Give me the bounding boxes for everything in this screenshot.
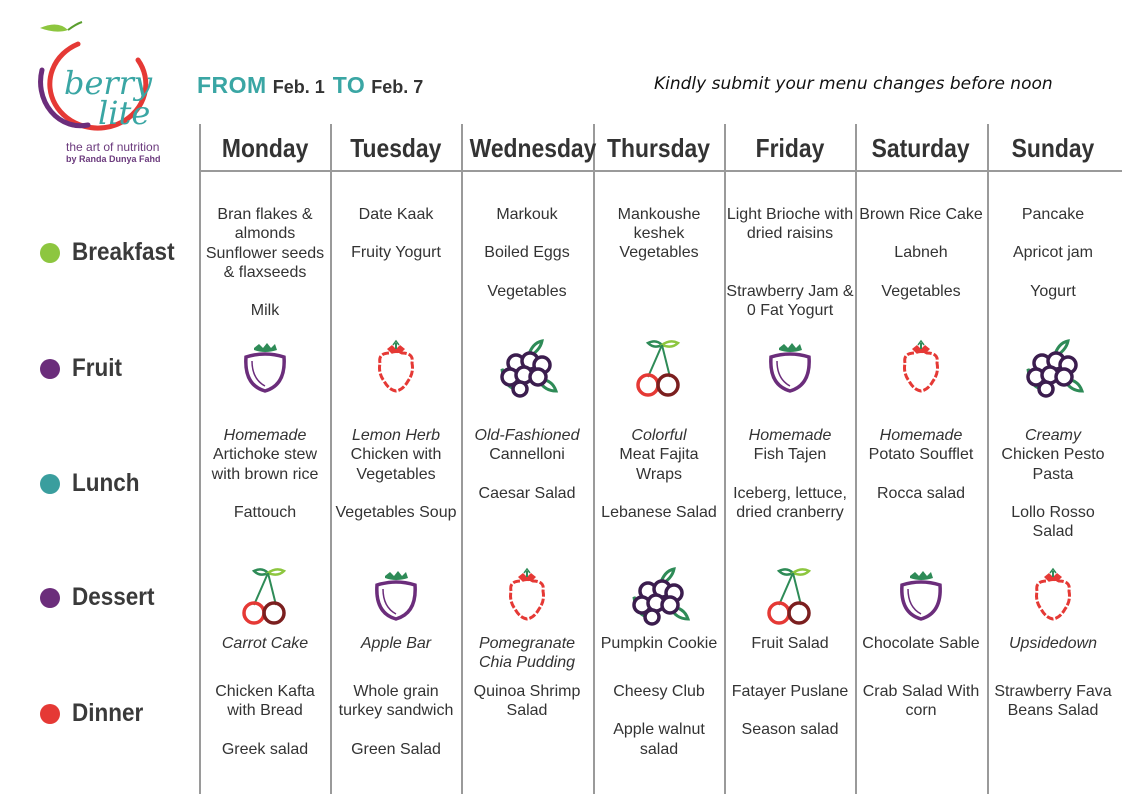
meal-label-breakfast: [40, 238, 186, 267]
breakfast-item: Strawberry Jam & 0 Fat Yogurt: [726, 282, 854, 320]
logo-mark: [28, 20, 178, 140]
lunch-item: Caesar Salad: [478, 484, 576, 502]
lunch-item: Lemon Herb: [351, 427, 441, 444]
breakfast-item: Boiled Eggs: [484, 244, 570, 262]
submission-note: Kindly submit your menu changes before noon: [654, 74, 1053, 94]
meal-label-lunch: [40, 469, 147, 498]
breakfast-item: Vegetables: [487, 282, 567, 300]
lunch-item: Chicken Pesto Pasta: [1001, 446, 1105, 483]
grapes-icon: [626, 563, 692, 629]
from-date: Feb. 1: [272, 77, 325, 97]
fig-icon: [888, 563, 954, 629]
lunch-item: Homemade: [748, 427, 832, 444]
dinner-item: Crab Salad With corn: [862, 683, 980, 720]
from-label: FROM: [197, 72, 267, 98]
meal-label-dinner: [40, 699, 151, 728]
to-date: Feb. 7: [371, 77, 424, 97]
day-header-label: Sunday: [1011, 133, 1095, 163]
lunch-item: Fish Tajen: [753, 446, 827, 464]
dinner-item: Fatayer Puslane: [731, 683, 849, 700]
cherries-icon: [626, 335, 692, 401]
strawberry-icon: [363, 335, 429, 401]
meal-dot: [40, 474, 60, 494]
day-header-monday: [199, 133, 331, 164]
meal-label-text: Lunch: [72, 469, 140, 497]
breakfast-item: Bran flakes & almonds Sunflower seeds & flaxseeds: [205, 206, 325, 281]
meal-label-text: Dinner: [72, 699, 144, 727]
lunch-item: Vegetables Soup: [335, 503, 457, 521]
meal-dot: [40, 588, 60, 608]
day-header-label: Monday: [221, 133, 309, 163]
breakfast-item: Milk: [250, 302, 280, 320]
grapes-icon: [1020, 335, 1086, 401]
lunch-item: Lollo Rosso Salad: [1011, 503, 1095, 541]
breakfast-item: Vegetables: [881, 282, 961, 300]
lunch-item: Fattouch: [233, 503, 297, 521]
breakfast-item: Fruity Yogurt: [351, 244, 441, 262]
lunch-item: Iceberg, lettuce, dried cranberry: [733, 484, 847, 521]
breakfast-item: Labneh: [894, 244, 948, 262]
cherries-icon: [757, 563, 823, 629]
meal-label-text: Fruit: [72, 354, 122, 382]
lunch-item: Colorful: [631, 427, 687, 444]
to-label: TO: [332, 72, 366, 98]
day-header-label: Friday: [755, 133, 825, 163]
dessert-item: Pumpkin Cookie: [600, 635, 718, 652]
lunch-item: Creamy: [1024, 427, 1081, 444]
fig-icon: [757, 335, 823, 401]
cherries-icon: [232, 563, 298, 629]
lunch-item: Meat Fajita Wraps: [619, 446, 699, 483]
brand-logo: [28, 20, 178, 170]
grapes-icon: [494, 335, 560, 401]
dinner-item: Whole grain turkey sandwich: [338, 683, 454, 720]
day-header-label: Thursday: [607, 133, 711, 163]
date-range: [197, 72, 431, 99]
dessert-item: Pomegranate Chia Pudding: [478, 635, 576, 672]
dinner-item: Chicken Kafta with Bread: [215, 683, 315, 720]
logo-byline: by Randa Dunya Fahd: [66, 154, 161, 164]
day-header-tuesday: [330, 133, 462, 164]
dinner-item: Strawberry Fava Beans Salad: [994, 683, 1112, 720]
day-header-label: Saturday: [872, 133, 970, 163]
breakfast-item: Pancake: [1021, 206, 1085, 223]
lunch-item: Old-Fashioned: [474, 427, 580, 444]
day-header-wednesday: [461, 133, 597, 164]
logo-tagline: the art of nutrition: [66, 140, 160, 154]
meal-label-fruit: [40, 354, 128, 383]
dessert-item: Apple Bar: [360, 635, 432, 652]
dessert-item: Fruit Salad: [751, 635, 829, 652]
day-header-saturday: [855, 133, 987, 164]
day-header-friday: [724, 133, 856, 164]
meal-label-dessert: [40, 583, 164, 612]
breakfast-item: Apricot jam: [1012, 244, 1094, 262]
header-divider: [199, 170, 1122, 172]
breakfast-item: Mankoushe keshek: [617, 206, 701, 243]
breakfast-item: Brown Rice Cake: [859, 206, 983, 223]
fig-icon: [232, 335, 298, 401]
meal-dot: [40, 359, 60, 379]
logo-wordmark-bottom: lite: [98, 94, 151, 132]
dinner-item: Green Salad: [351, 740, 441, 758]
strawberry-icon: [1020, 563, 1086, 629]
fig-icon: [363, 563, 429, 629]
dinner-item: Greek salad: [221, 740, 309, 758]
day-header-thursday: [593, 133, 725, 164]
strawberry-icon: [494, 563, 560, 629]
meal-label-text: Dessert: [72, 583, 155, 611]
logo-wordmark-top: berry: [64, 64, 153, 102]
dinner-item: Cheesy Club: [613, 683, 705, 700]
breakfast-item: Date Kaak: [358, 206, 434, 223]
lunch-item: Homemade: [223, 427, 307, 444]
lunch-item: Rocca salad: [876, 484, 966, 502]
breakfast-item: Markouk: [496, 206, 558, 223]
meal-label-text: Breakfast: [72, 238, 175, 266]
lunch-item: Cannelloni: [489, 446, 565, 464]
lunch-item: Chicken with Vegetables: [350, 446, 442, 483]
strawberry-icon: [888, 335, 954, 401]
day-header-sunday: [987, 133, 1119, 164]
dessert-item: Chocolate Sable: [862, 635, 980, 652]
breakfast-item: Light Brioche with dried raisins: [726, 206, 854, 243]
dessert-item: Upsidedown: [1008, 635, 1098, 652]
dinner-item: Apple walnut salad: [613, 721, 705, 758]
day-header-label: Wednesday: [469, 133, 597, 163]
breakfast-item: Yogurt: [1030, 282, 1076, 300]
lunch-item: Artichoke stew with brown rice: [211, 446, 319, 483]
breakfast-item: Vegetables: [619, 244, 699, 262]
dessert-item: Carrot Cake: [221, 635, 309, 652]
day-header-label: Tuesday: [350, 133, 442, 163]
lunch-item: Lebanese Salad: [601, 503, 717, 521]
dinner-item: Season salad: [741, 721, 839, 739]
dinner-item: Quinoa Shrimp Salad: [473, 683, 581, 720]
meal-dot: [40, 243, 60, 263]
meal-dot: [40, 704, 60, 724]
lunch-item: Potato Soufflet: [868, 446, 974, 464]
lunch-item: Homemade: [879, 427, 963, 444]
